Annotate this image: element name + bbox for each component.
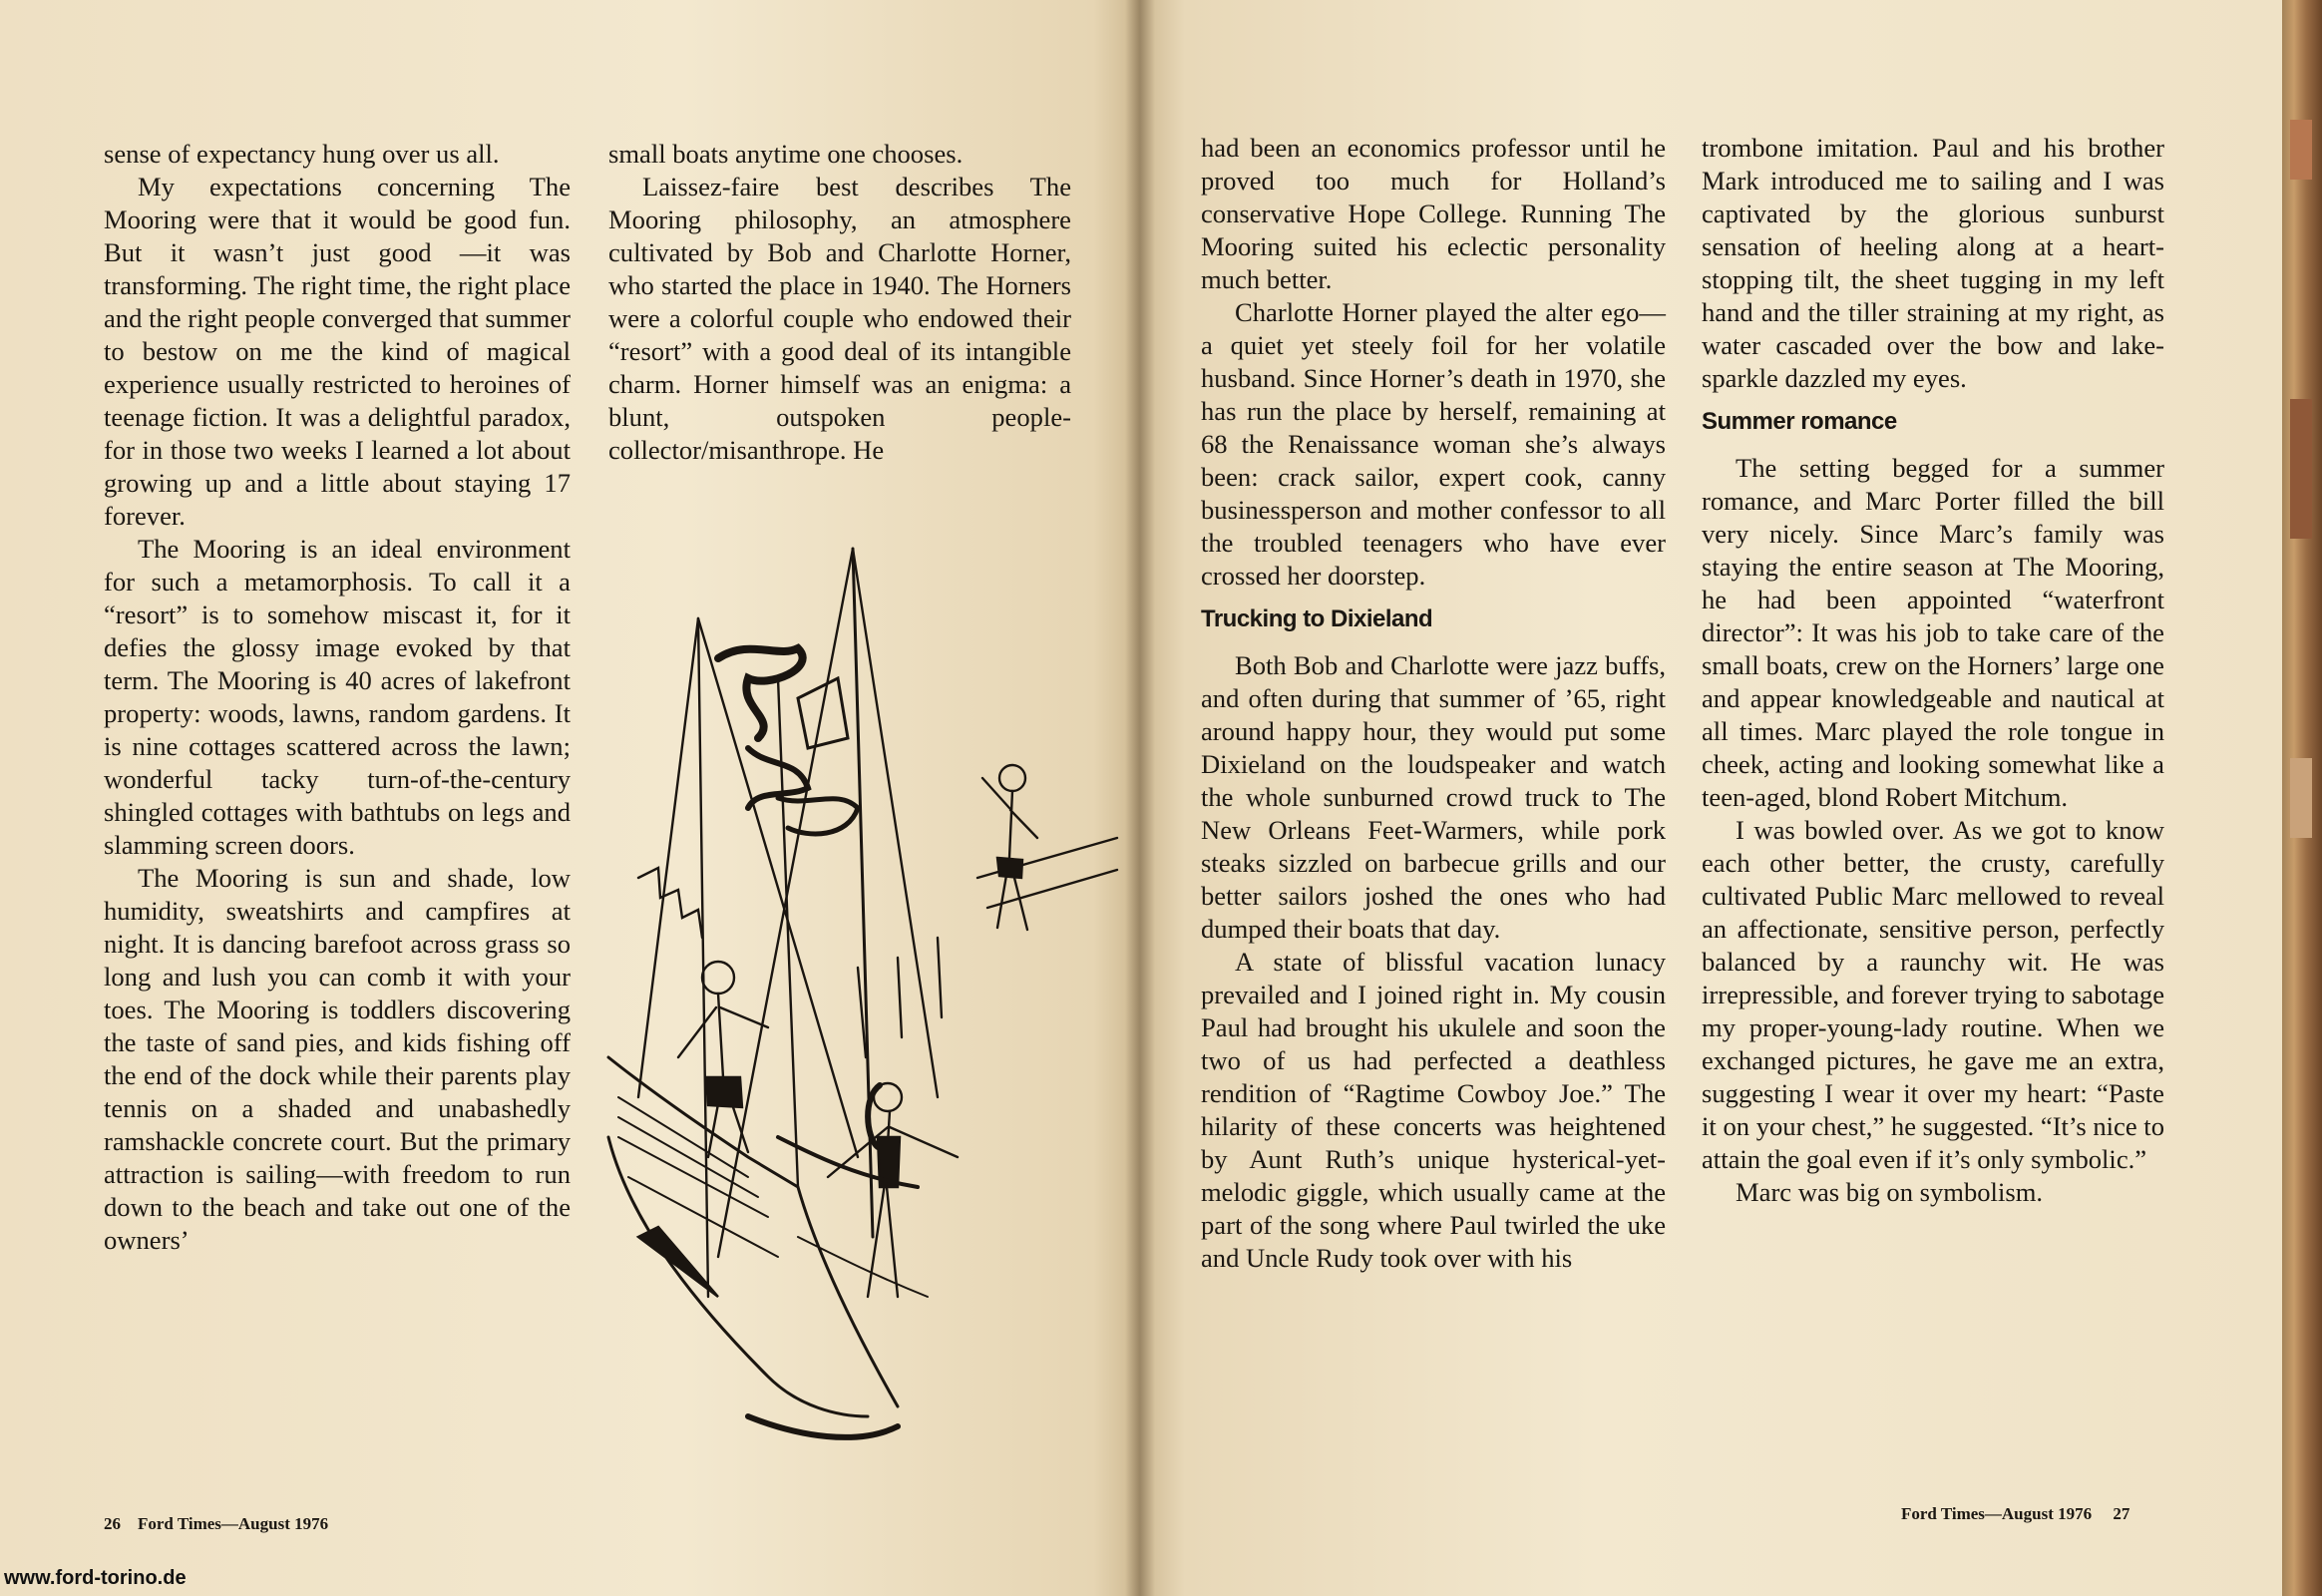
left-folio [104, 1514, 328, 1534]
folio-title: Ford Times—August 1976 [138, 1514, 329, 1533]
paragraph: My expectations concerning The Mooring were that it would be good fun. But it wasn’t just good —it was transforming. The right time, the right place and the right people converged that summer to bestow on me the kind of magical experience usually restricted to heroines of teenage fiction. It was a delightful paradox, for in those two weeks I learned a lot about growing up and a little about staying 17 forever. [104, 172, 571, 531]
paragraph: I was bowled over. As we got to know each other better, the crusty, carefully cultivated Public Marc mellowed to reveal an affectionate, sensitive person, perfectly balanced by a raunchy wit. He was irrepressible, and forever trying to sabotage my proper-young-lady routine. When we exchanged pictures, he gave me an extra, suggesting I wear it over my heart: “Paste it on your chest,” he suggested. “It’s nice to attain the goal even if it’s only symbolic.” [1702, 815, 2164, 1174]
paragraph: The setting begged for a summer romance, and Marc Porter filled the bill very nicely. Since Marc’s family was staying the entire season at The Mooring, he had been appointed “waterfront director”: It was his job to take care of the small boats, crew on the Horners’ large one and appear knowledgeable and nautical at all times. Marc played the role tongue in cheek, acting and looking somewhat like a teen-aged, blond Robert Mitchum. [1702, 453, 2164, 812]
page-number: 26 [104, 1514, 121, 1533]
paragraph: small boats anytime one chooses. [608, 139, 964, 169]
folio-title: Ford Times—August 1976 [1901, 1504, 2093, 1523]
page-number: 27 [2113, 1504, 2130, 1523]
book-edge [2282, 0, 2322, 1596]
watermark-url[interactable]: www.ford-torino.de [4, 1567, 187, 1589]
paragraph: had been an economics professor until he proved too much for Holland’s conservative Hope College. Running The Mooring suited his eclectic personality much better. [1201, 133, 1666, 294]
right-column-1 [1201, 132, 1666, 1275]
right-folio [1901, 1504, 2129, 1524]
paragraph: A state of blissful vacation lunacy prevailed and I joined right in. My cousin Paul had brought his ukulele and soon the two of us had perfected a deathless rendition of “Ragtime Cowboy Joe.” The hilarity of these concerts was heightened by Aunt Ruth’s unique hysterical-yet-melodic giggle, which usually came at the part of the song where Paul twirled the uke and Uncle Rudy took over with his [1201, 947, 1666, 1273]
paragraph: Laissez-faire best describes The Mooring philosophy, an atmosphere cultivated by Bob and Charlotte Horner, who started the place in 1940. The Horners were a colorful couple who endowed their “resort” with a good deal of its intangible charm. Horner himself was an enigma: a blunt, outspoken people-collector/misanthrope. He [608, 172, 1071, 465]
section-heading: Trucking to Dixieland [1201, 605, 1433, 632]
paragraph: The Mooring is sun and shade, low humidity, sweatshirts and campfires at night. It is dancing barefoot across grass so long and lush you can comb it with your toes. The Mooring is toddlers discovering the taste of sand pies, and kids fishing off the end of the dock while their parents play tennis on a shaded and unabashedly ramshackle concrete court. But the primary attraction is sailing—with freedom to run down to the beach and take out one of the owners’ [104, 863, 571, 1255]
paragraph: Charlotte Horner played the alter ego—a quiet yet steely foil for her volatile husband. Since Horner’s death in 1970, she has run the place by herself, remaining at 68 the Renaissance woman she’s always been: crack sailor, expert cook, canny businessperson and mother confessor to all the troubled teenagers who have ever crossed her doorstep. [1201, 297, 1666, 591]
paragraph: Both Bob and Charlotte were jazz buffs, and often during that summer of ’65, right around happy hour, they would put some Dixieland on the loudspeaker and watch the whole sunburned crowd truck to The New Orleans Feet-Warmers, while pork steaks sizzled on barbecue grills and our better sailors joshed the ones who had dumped their boats that day. [1201, 650, 1666, 944]
sailboat-illustration [598, 539, 1137, 1496]
paragraph: Marc was big on symbolism. [1736, 1177, 2044, 1207]
left-column-2 [608, 138, 1071, 467]
paragraph: sense of expectancy hung over us all. [104, 139, 500, 169]
right-column-2 [1702, 132, 2164, 1209]
paragraph: The Mooring is an ideal environment for such a metamorphosis. To call it a “resort” is to somehow miscast it, for it defies the glossy image evoked by that term. The Mooring is 40 acres of lakefront property: woods, lawns, random gardens. It is nine cottages scattered across the lawn; wonderful tacky turn-of-the-century shingled cottages with bathtubs on legs and slamming screen doors. [104, 534, 571, 860]
section-heading: Summer romance [1702, 408, 1897, 435]
paragraph: trombone imitation. Paul and his brother Mark introduced me to sailing and I was captivated by the glorious sunburst sensation of heeling along at a heart-stopping tilt, the sheet tugging in my left hand and the tiller straining at my right, as water cascaded over the bow and lake-sparkle dazzled my eyes. [1702, 133, 2164, 393]
left-column-1 [104, 138, 571, 1257]
